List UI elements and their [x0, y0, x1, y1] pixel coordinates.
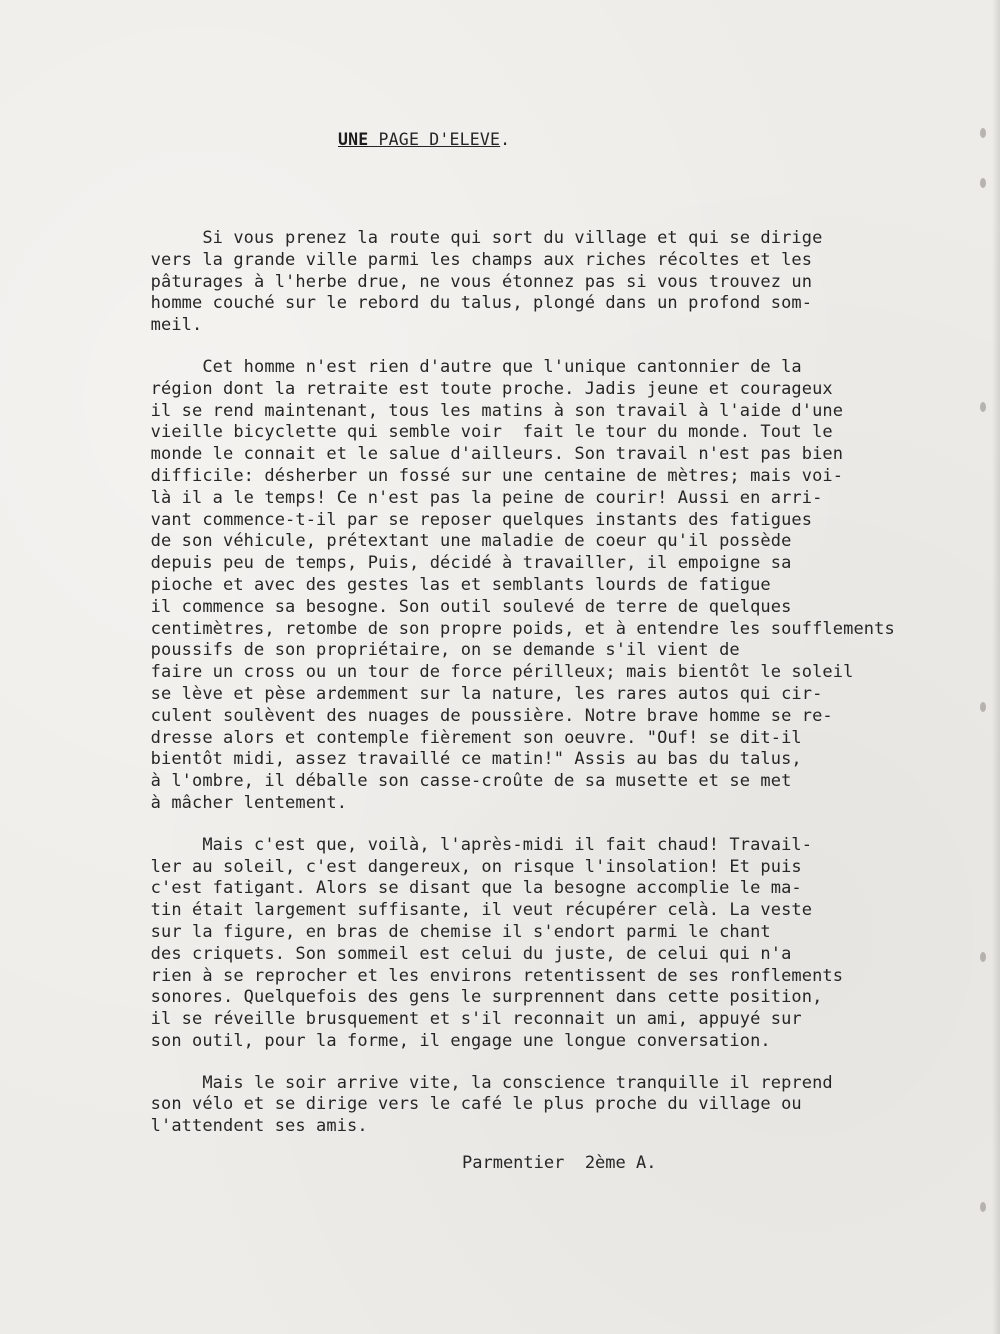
binding-hole-mark	[980, 702, 986, 712]
paragraph-1	[130, 228, 870, 337]
binding-hole-mark	[980, 1202, 986, 1212]
title-rest: PAGE D'ELEVE	[368, 130, 501, 149]
text-line: ler au soleil, c'est dangereux, on risque l'insolation! Et puis	[130, 856, 802, 877]
text-line: culent soulèvent des nuages de poussière. Notre brave homme se re-	[130, 705, 833, 726]
text-line: Mais le soir arrive vite, la conscience tranquille il reprend	[130, 1072, 833, 1093]
text-line: meil.	[130, 315, 203, 336]
text-line: vers la grande ville parmi les champs aux riches récoltes et les	[130, 249, 813, 270]
text-line: difficile: désherber un fossé sur une centaine de mètres; mais voi-	[130, 465, 844, 486]
body-text	[130, 228, 895, 1138]
text-line: pioche et avec des gestes las et semblants lourds de fatigue	[130, 574, 771, 595]
text-line: il se réveille brusquement et s'il reconnait un ami, appuyé sur	[130, 1009, 802, 1030]
text-line: l'attendent ses amis.	[130, 1116, 368, 1137]
text-line: à l'ombre, il déballe son casse-croûte de sa musette et se met	[130, 771, 792, 792]
page-edge-shadow	[992, 0, 1000, 1334]
text-line: pâturages à l'herbe drue, ne vous étonnez pas si vous trouvez un	[130, 271, 813, 292]
text-line: il se rend maintenant, tous les matins à son travail à l'aide d'une	[130, 400, 844, 421]
binding-hole-mark	[980, 128, 986, 138]
text-line: tin était largement suffisante, il veut récupérer celà. La veste	[130, 900, 813, 921]
text-line: rien à se reprocher et les environs retentissent de ses ronflements	[130, 965, 844, 986]
text-line: il commence sa besogne. Son outil soulevé de terre de quelques	[130, 596, 792, 617]
binding-hole-mark	[980, 402, 986, 412]
text-line: faire un cross ou un tour de force périlleux; mais bientôt le soleil	[130, 662, 854, 683]
text-line: homme couché sur le rebord du talus, plongé dans un profond som-	[130, 293, 813, 314]
text-line: de son véhicule, prétextant une maladie de coeur qu'il possède	[130, 531, 792, 552]
title-lead: UNE	[338, 130, 369, 149]
text-line: son outil, pour la forme, il engage une longue conversation.	[130, 1030, 771, 1051]
signature: Parmentier 2ème A.	[462, 1153, 657, 1173]
text-line: poussifs de son propriétaire, on se demande s'il vient de	[130, 640, 740, 661]
text-line: sonores. Quelquefois des gens le surprennent dans cette position,	[130, 987, 823, 1008]
text-line: à mâcher lentement.	[130, 792, 348, 813]
paragraph-gap	[130, 1053, 870, 1073]
paragraph-3	[130, 835, 870, 1053]
text-line: depuis peu de temps, Puis, décidé à travailler, il empoigne sa	[130, 553, 792, 574]
text-line: région dont la retraite est toute proche. Jadis jeune et courageux	[130, 378, 833, 399]
page-title	[338, 130, 510, 149]
text-line: des criquets. Son sommeil est celui du juste, de celui qui n'a	[130, 943, 792, 964]
binding-hole-mark	[980, 952, 986, 962]
binding-hole-mark	[980, 178, 986, 188]
text-line: Si vous prenez la route qui sort du village et qui se dirige	[130, 228, 823, 248]
paragraph-gap	[130, 337, 870, 357]
text-line: Mais c'est que, voilà, l'après-midi il fait chaud! Travail-	[130, 834, 813, 855]
text-line: bientôt midi, assez travaillé ce matin!" Assis au bas du talus,	[130, 749, 802, 770]
paragraph-4	[130, 1073, 870, 1138]
text-line: se lève et pèse ardemment sur la nature, les rares autos qui cir-	[130, 683, 823, 704]
text-line: Cet homme n'est rien d'autre que l'unique cantonnier de la	[130, 356, 802, 377]
text-line: monde le connait et le salue d'ailleurs. Son travail n'est pas bien	[130, 444, 844, 465]
text-line: vieille bicyclette qui semble voir fait le tour du monde. Tout le	[130, 422, 833, 443]
text-line: là il a le temps! Ce n'est pas la peine de courir! Aussi en arri-	[130, 487, 823, 508]
text-line: vant commence-t-il par se reposer quelques instants des fatigues	[130, 509, 813, 530]
text-line: c'est fatigant. Alors se disant que la besogne accomplie le ma-	[130, 878, 802, 899]
text-line: son vélo et se dirige vers le café le plus proche du village ou	[130, 1094, 802, 1115]
paragraph-2	[130, 356, 895, 815]
text-line: sur la figure, en bras de chemise il s'endort parmi le chant	[130, 921, 771, 942]
title-end: .	[500, 130, 511, 149]
text-line: centimètres, retombe de son propre poids, et à entendre les soufflements	[130, 618, 895, 639]
paragraph-gap	[130, 815, 870, 835]
text-line: dresse alors et contemple fièrement son oeuvre. "Ouf! se dit-il	[130, 727, 802, 748]
